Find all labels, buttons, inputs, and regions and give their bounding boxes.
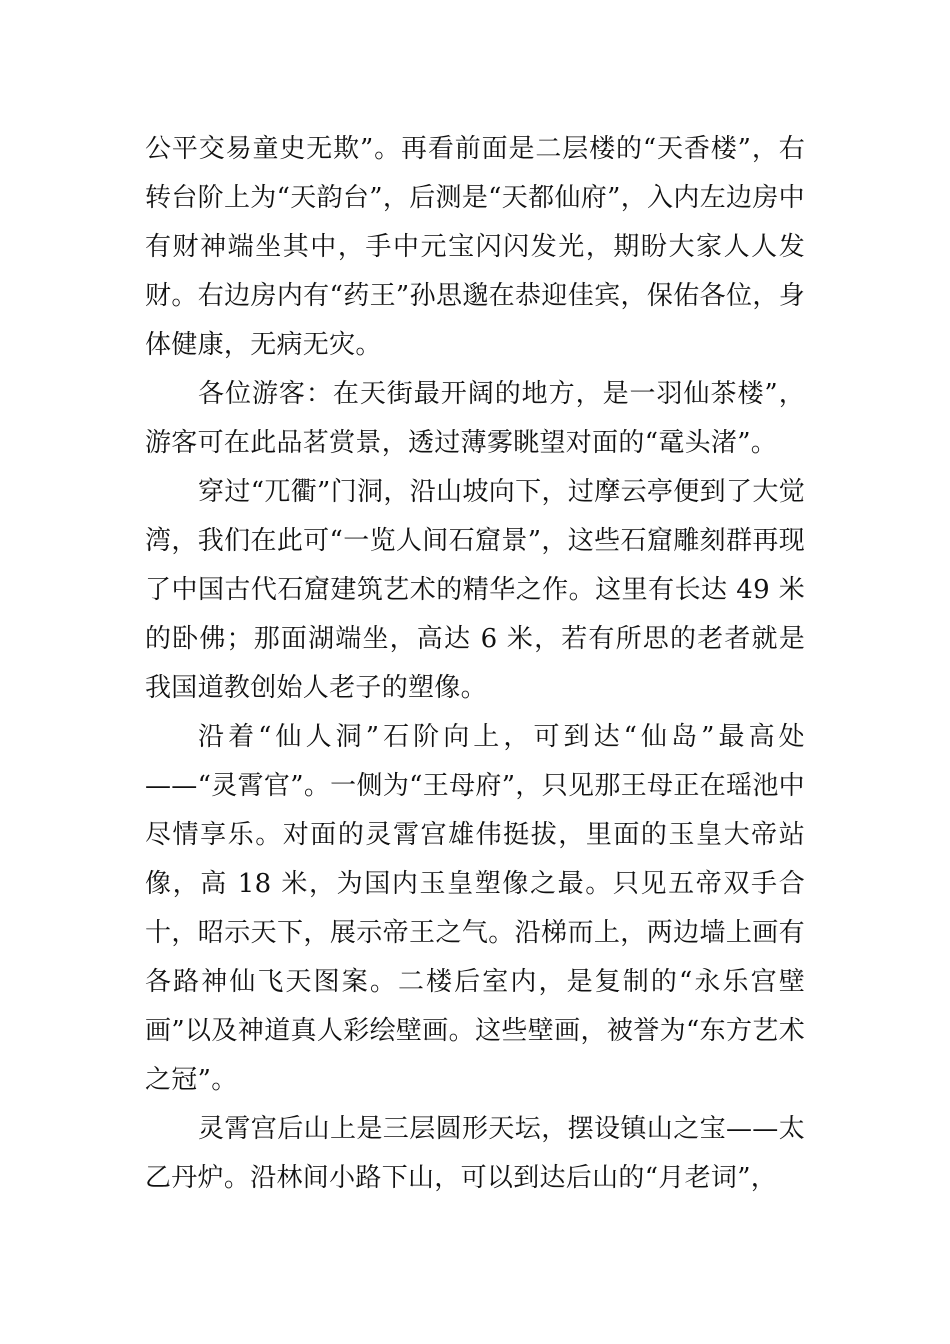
paragraph-continuation: 公平交易童史无欺”。再看前面是二层楼的“天香楼”，右转台阶上为“天韵台”，后测是“天都仙府”，入内左边房中有财神端坐其中，手中元宝闪闪发光，期盼大家人人发财。右边房内有“药王”孙思邈在恭迎佳宾，保佑各位，身体健康，无病无灾。 [145, 134, 805, 360]
paragraph-tianjie: 各位游客：在天街最开阔的地方，是一羽仙茶楼”，游客可在此品茗赏景，透过薄雾眺望对面的“鼋头渚”。 [145, 379, 805, 458]
document-body [145, 125, 805, 1203]
paragraph-lingxiao: 沿着“仙人洞”石阶向上，可到达“仙岛”最高处——“灵霄官”。一侧为“王母府”，只见那王母正在瑶池中尽情享乐。对面的灵霄宫雄伟挺拔，里面的玉皇大帝站像，高 18 米，为国内玉皇塑像之最。只见五帝双手合十，昭示天下，展示帝王之气。沿梯而上，两边墙上画有各路神仙飞天图案。二楼后室内，是复制的“永乐宫壁画”以及神道真人彩绘壁画。这些壁画，被誉为“东方艺术之冠”。 [145, 722, 805, 1095]
paragraph-grotto: 穿过“兀衢”门洞，沿山坡向下，过摩云亭便到了大觉湾，我们在此可“一览人间石窟景”，这些石窟雕刻群再现了中国古代石窟建筑艺术的精华之作。这里有长达 49 米的卧佛；那面湖端坐，高达 6 米，若有所思的老者就是我国道教创始人老子的塑像。 [145, 477, 805, 703]
paragraph-tiantan: 灵霄宫后山上是三层圆形天坛，摆设镇山之宝——太乙丹炉。沿林间小路下山，可以到达后山的“月老词”， [145, 1114, 805, 1193]
